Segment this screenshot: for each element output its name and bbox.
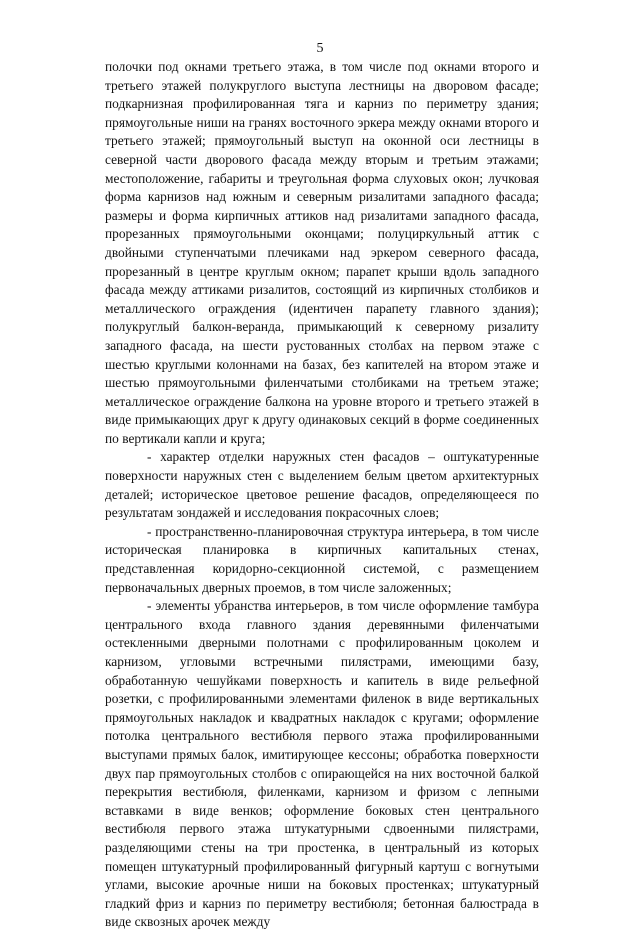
- paragraph-interior-structure: - пространственно-планировочная структура интерьера, в том числе историческая планировка в кирпичных капитальных стенах, представленная коридорно-секционной системой, с размещением первоначальных дверных проемов, в том числе заложенных;: [105, 523, 539, 595]
- paragraph-facade-finish: - характер отделки наружных стен фасадов – оштукатуренные поверхности наружных стен с выделением белым цветом архитектурных деталей; историческое цветовое решение фасадов, определяющееся по результатам зондажей и исследования покрасочных слоев;: [105, 449, 539, 521]
- body-text: [105, 58, 539, 932]
- paragraph-interior-decoration: - элементы убранства интерьеров, в том числе оформление тамбура центрального входа главного здания деревянными филенчатыми остекленными дверными полотнами с профилированным цоколем и карнизом, угловыми встречными пилястрами, имеющими базу, обработанную чешуйками поверхность и капитель в виде рельефной розетки, с профилированными элементами филенок в виде вертикальных прямоугольных накладок и квадратных накладок с кругами; оформление потолка центрального вестибюля первого этажа профилированными выступами прямых балок, имитирующее кессоны; обработка поверхности двух пар прямоугольных столбов с опирающейся на них восточной балкой перекрытия вестибюля, филенками, карнизом и фризом с лепными вставками в виде венков; оформление боковых стен центрального вестибюля первого этажа штукатурными сдвоенными пилястрами, разделяющими стены на три простенка, в центральный из которых помещен штукатурный профилированный фигурный картуш с вогнутыми углами, высокие арочные ниши на боковых простенках; штукатурный гладкий фриз и карниз по периметру вестибюля; бетонная балюстрада в виде сквозных арочек между: [105, 598, 539, 930]
- page-number: 5: [316, 41, 324, 56]
- paragraph-continuation: полочки под окнами третьего этажа, в том числе под окнами второго и третьего этажей полукруглого выступа лестницы на дворовом фасаде; подкарнизная профилированная тяга и карниз по периметру здания; прямоугольные ниши на гранях восточного эркера между окнами второго и третьего этажей; прямоугольный выступ на оконной оси лестницы в северной части дворового фасада между вторым и третьим этажами; местоположение, габариты и треугольная форма слуховых окон; лучковая форма карнизов над южным и северным ризалитами западного фасада; размеры и форма кирпичных аттиков над ризалитами западного фасада, прорезанных прямоугольными оконцами; полуциркульный аттик с двойными ступенчатыми плечиками над эркером северного фасада, прорезанный в центре круглым окном; парапет крыши вдоль западного фасада между аттиками ризалитов, состоящий из кирпичных столбиков и металлического ограждения (идентичен парапету главного здания); полукруглый балкон-веранда, примыкающий к северному ризалиту западного фасада, на шести рустованных столбах на первом этаже с шестью круглыми колоннами на базах, без капителей на втором этаже и шестью прямоугольными филенчатыми столбиками на третьем этаже; металлическое ограждение балкона на уровне второго и третьего этажей в виде примыкающих друг к другу одинаковых секций в форме соединенных по вертикали капли и круга;: [105, 59, 539, 446]
